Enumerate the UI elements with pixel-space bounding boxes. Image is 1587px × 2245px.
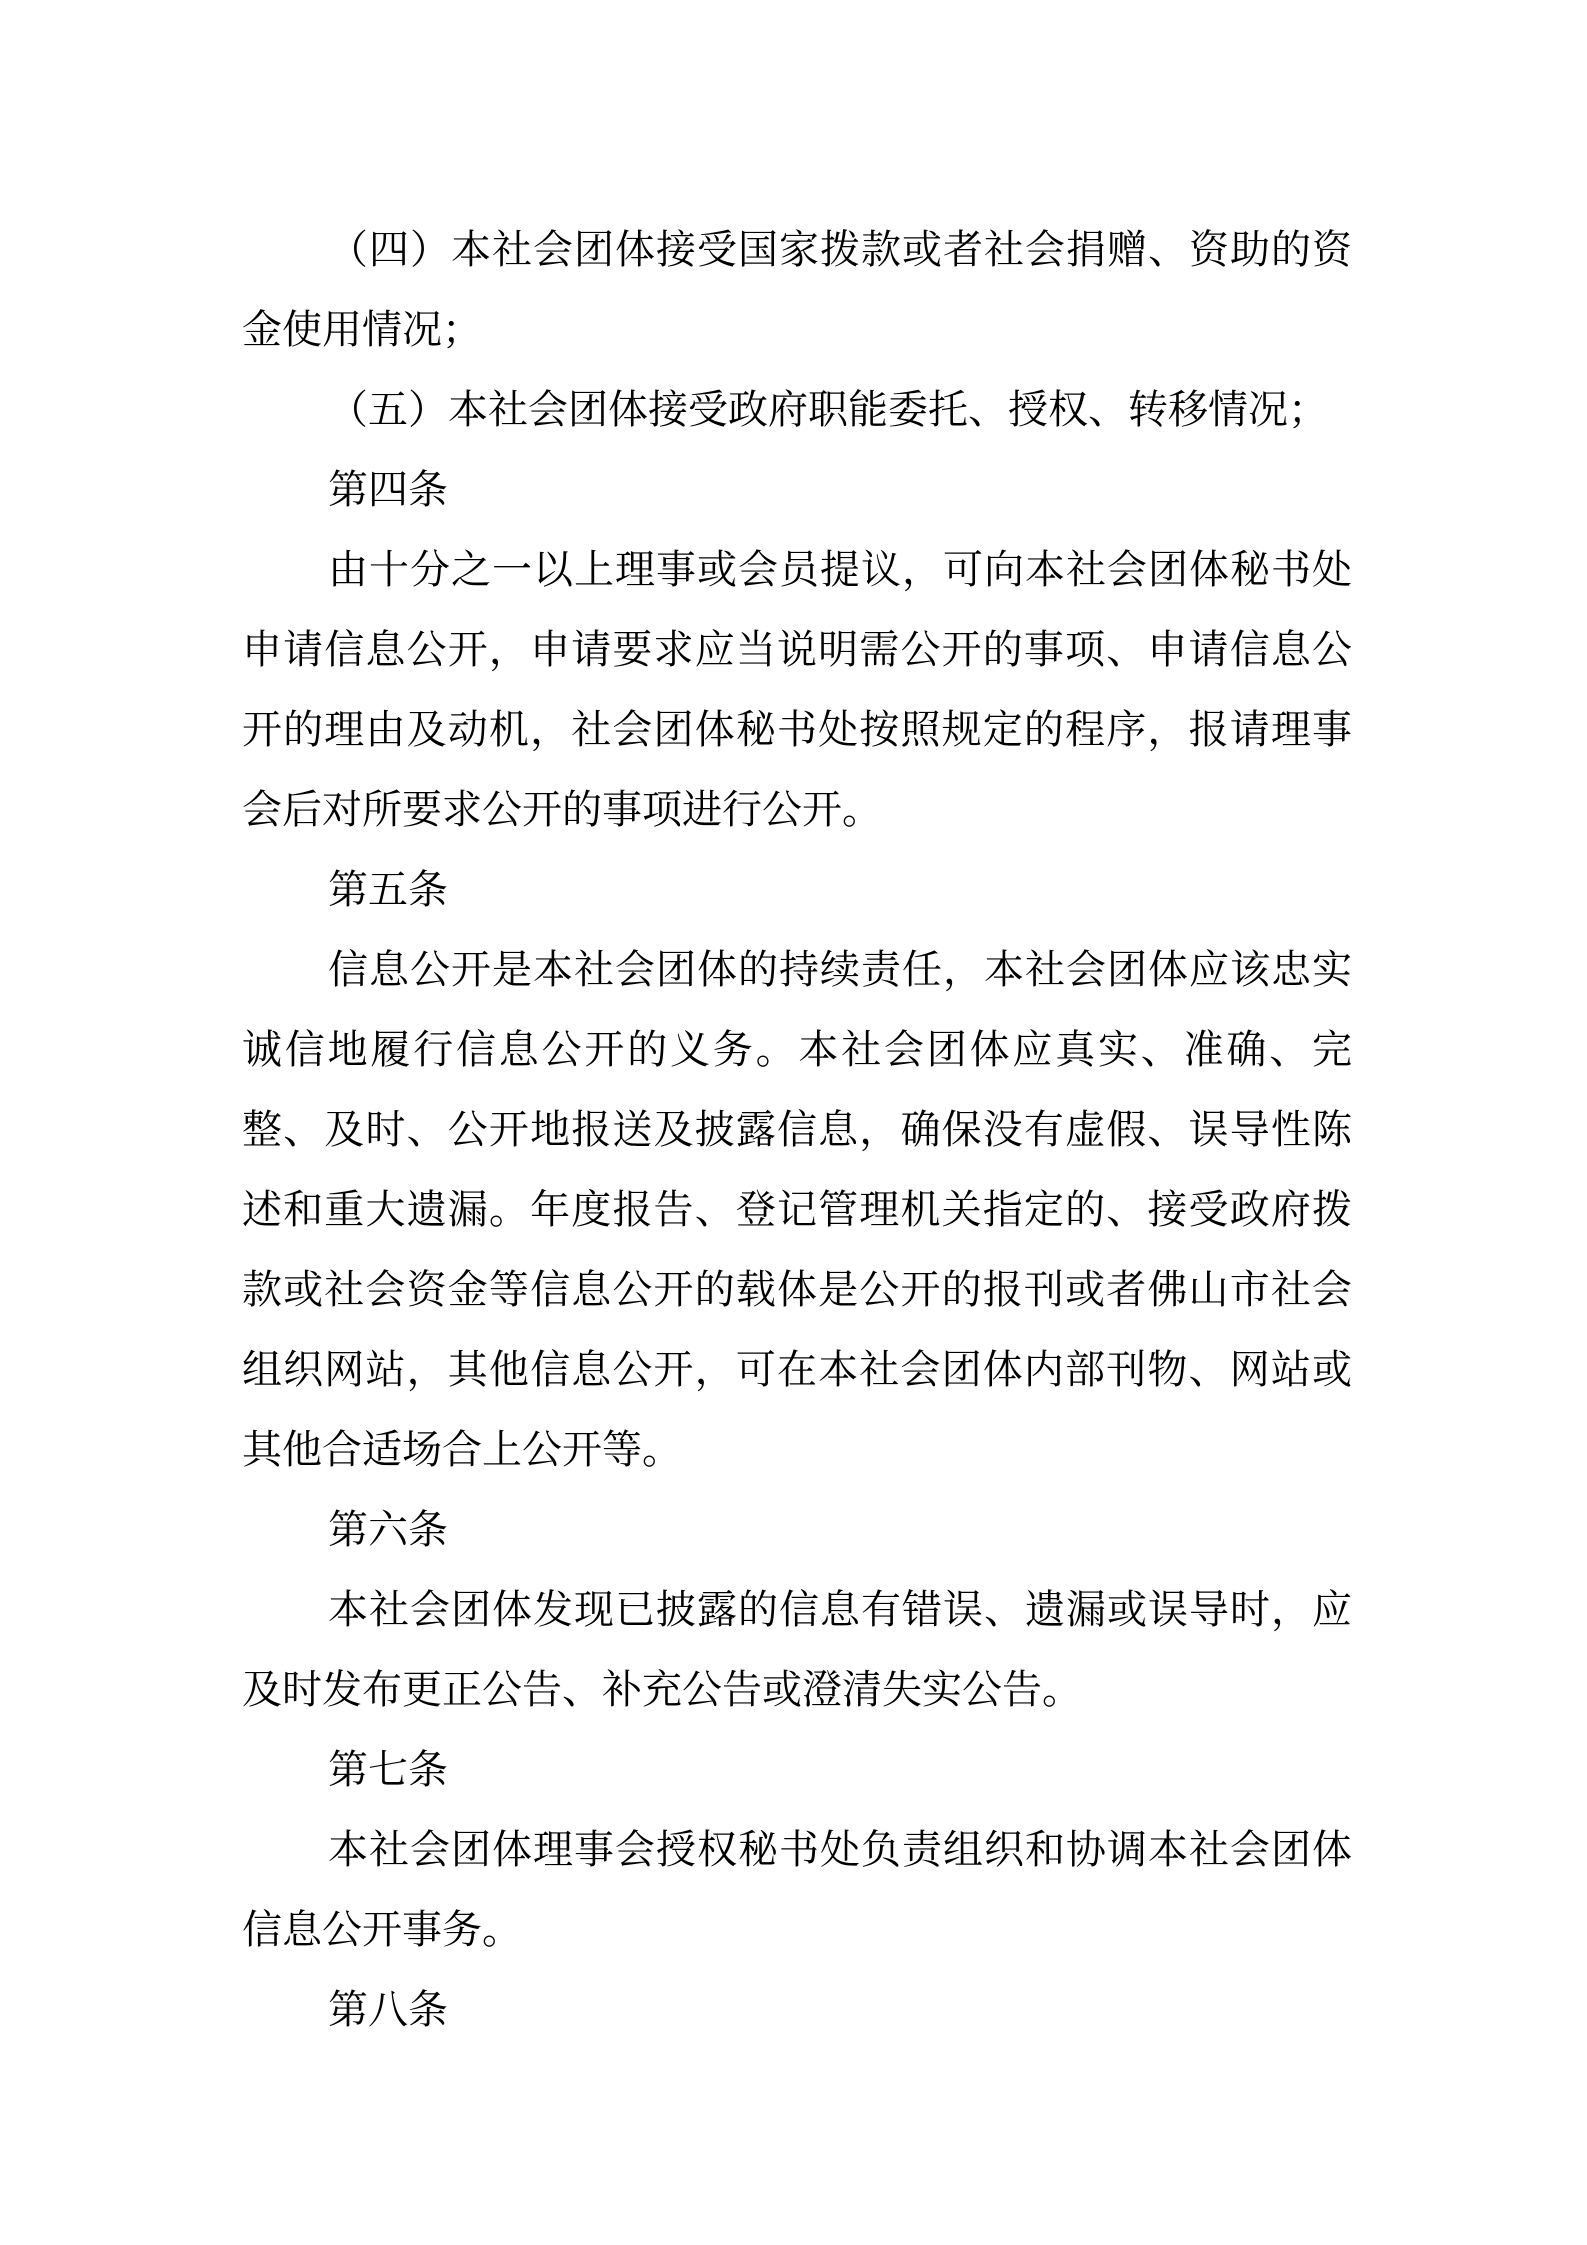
article-heading-4: 第四条 [328, 467, 448, 513]
paragraph-item-4: （四）本社会团体接受国家拨款或者社会捐赠、资助的资金使用情况； [242, 227, 1352, 353]
article-4-text: 由十分之一以上理事或会员提议，可向本社会团体秘书处申请信息公开，申请要求应当说明需公开的事项、申请信息公开的理由及动机，社会团体秘书处按照规定的程序，报请理事会后对所要求公开的事项进行公开。 [242, 547, 1352, 833]
article-heading-7: 第七条 [328, 1747, 448, 1793]
article-heading-5: 第五条 [328, 867, 448, 913]
document-body [242, 210, 1352, 2050]
article-heading-6: 第六条 [328, 1507, 448, 1553]
article-heading-8: 第八条 [328, 1987, 448, 2033]
article-7-text: 本社会团体理事会授权秘书处负责组织和协调本社会团体信息公开事务。 [242, 1827, 1352, 1953]
article-5-text: 信息公开是本社会团体的持续责任，本社会团体应该忠实诚信地履行信息公开的义务。本社会团体应真实、准确、完整、及时、公开地报送及披露信息，确保没有虚假、误导性陈述和重大遗漏。年度报告、登记管理机关指定的、接受政府拨款或社会资金等信息公开的载体是公开的报刊或者佛山市社会组织网站，其他信息公开，可在本社会团体内部刊物、网站或其他合适场合上公开等。 [242, 947, 1352, 1473]
paragraph-item-5: （五）本社会团体接受政府职能委托、授权、转移情况； [328, 387, 1328, 433]
article-6-text: 本社会团体发现已披露的信息有错误、遗漏或误导时，应及时发布更正公告、补充公告或澄清失实公告。 [242, 1587, 1352, 1713]
